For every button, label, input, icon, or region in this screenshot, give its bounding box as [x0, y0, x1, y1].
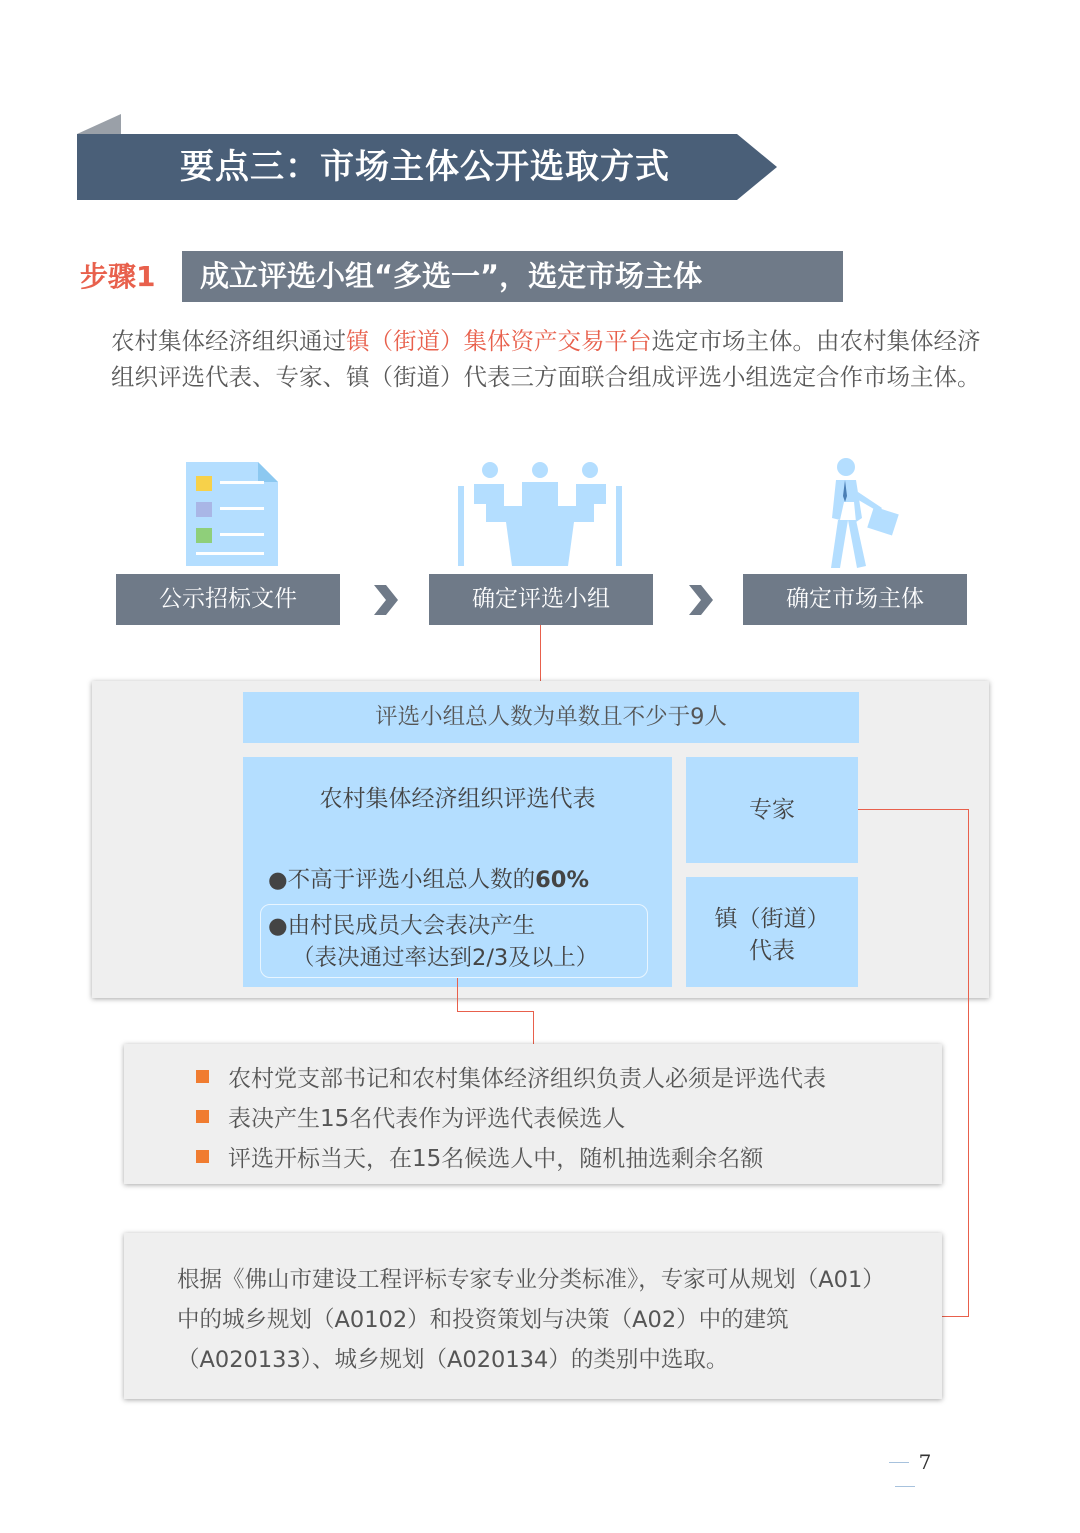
connector-line	[457, 1011, 534, 1012]
page-number	[860, 1450, 950, 1498]
note-item	[196, 1060, 826, 1093]
banner-fold	[77, 114, 121, 134]
page-number-value: 7	[918, 1450, 932, 1474]
note-text: 评选开标当天，在15名候选人中，随机抽选剩余名额	[228, 1146, 764, 1172]
expert-note-text: 根据《佛山市建设工程评标专家专业分类标准》，专家可从规划（A01）中的城乡规划（A0102）和投资策划与决策（A02）中的建筑（A020133）、城乡规划（A020134）的类别中选取。	[177, 1267, 885, 1373]
process-step-committee: 确定评选小组	[429, 574, 653, 625]
businessman-walking-icon	[818, 458, 902, 570]
orange-square-icon	[196, 1110, 209, 1123]
chevron-right-icon	[685, 585, 715, 615]
note-item	[196, 1140, 763, 1173]
step-label: 步骤1	[80, 260, 156, 293]
meeting-group-icon	[456, 460, 624, 568]
step-title: 成立评选小组“多选一”，选定市场主体	[200, 259, 703, 293]
document-list-icon	[186, 462, 278, 566]
connector-line	[457, 978, 458, 1011]
town-rep-line-2: 代表	[749, 938, 795, 964]
process-step-publish: 公示招标文件	[116, 574, 340, 625]
intro-highlight: 镇（街道）集体资产交易平台	[346, 327, 652, 355]
connector-line	[540, 625, 541, 681]
connector-line	[968, 809, 969, 1316]
connector-line	[858, 809, 968, 810]
note-item	[196, 1100, 625, 1133]
bullet-1-percent: 60%	[535, 867, 589, 893]
note-text: 表决产生15名代表作为评选代表候选人	[228, 1106, 626, 1132]
village-rep-bullet-1	[268, 862, 589, 894]
village-rep-title: 农村集体经济组织评选代表	[319, 786, 596, 812]
orange-square-icon	[196, 1070, 209, 1083]
note-text: 农村党支部书记和农村集体经济组织负责人必须是评选代表	[228, 1066, 826, 1092]
page-title: 要点三：市场主体公开选取方式	[180, 147, 670, 187]
connector-line	[942, 1316, 969, 1317]
village-rep-bullet-2-sub: （表决通过率达到2/3及以上）	[292, 945, 599, 971]
intro-text-before: 农村集体经济组织通过	[111, 327, 346, 355]
intro-paragraph	[111, 323, 981, 395]
chevron-right-icon	[370, 585, 400, 615]
intro-text-after: 选定市场主体。由农村集体经济组织评选代表、专家、镇（街道）代表三方面联合组成评选小组选定合作市场主体。	[111, 327, 981, 391]
connector-line	[533, 1011, 534, 1044]
town-rep-line-1: 镇（街道）	[714, 906, 830, 932]
bullet-1-text: ●不高于评选小组总人数的	[268, 867, 536, 893]
committee-total-rule: 评选小组总人数为单数且不少于9人	[243, 692, 859, 743]
orange-square-icon	[196, 1150, 209, 1163]
process-step-select: 确定市场主体	[743, 574, 967, 625]
expert-box: 专家	[686, 757, 858, 863]
village-rep-bullet-2: ●由村民成员大会表决产生	[268, 913, 536, 939]
